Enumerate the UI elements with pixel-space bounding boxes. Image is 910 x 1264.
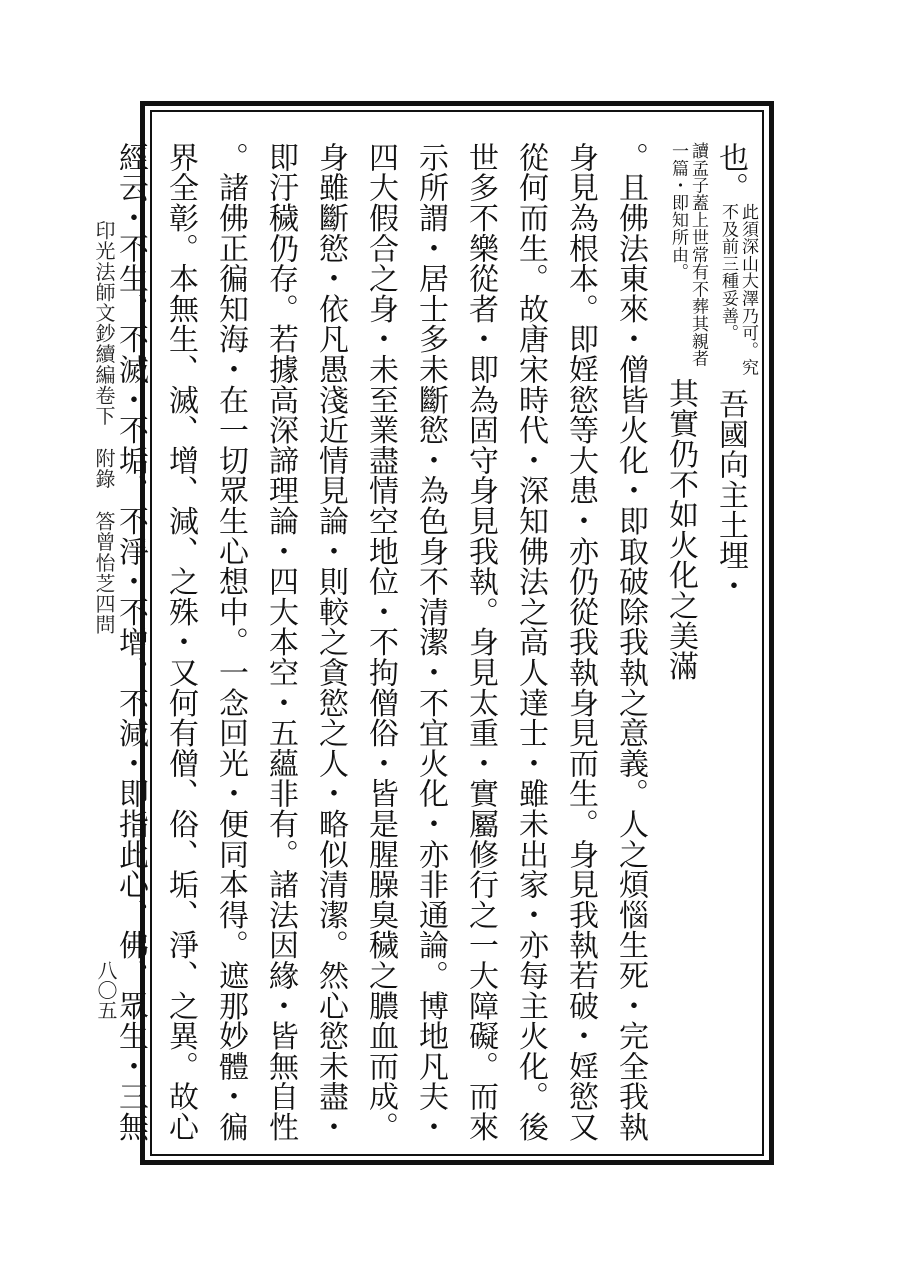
chapter-title: 答曾怡芝四問 — [92, 511, 116, 635]
text-column-7: 示所謂・居士多未斷慾・為色身不清潔・不宜火化・亦非通論。博地凡夫・ — [413, 142, 448, 1142]
body-text — [113, 142, 758, 1142]
annotation-note: 讀孟子蓋上世常有不葬其親者一篇・即知所由。 — [668, 142, 708, 367]
text-column-6: 世多不樂從者・即為固守身見我執。身見太重・實屬修行之一大障礙。而來 — [463, 142, 498, 1142]
section-label: 附錄 — [92, 448, 116, 490]
text-column-12: 界全彰。本無生、滅、增、減、之殊・又何有僧、俗、垢、淨、之異。故心 — [163, 142, 198, 1142]
text-column-9: 身雖斷慾・依凡愚淺近情見論・則較之貪慾之人・略似清潔。然心慾未盡・ — [313, 142, 348, 1142]
text-column-13: 經云・不生、不滅・不垢、不淨・不增、不減・即指此心、佛、眾生・三無 — [113, 142, 148, 1142]
text-column-5: 從何而生。故唐宋時代・深知佛法之高人達士・雖未出家・亦每主火化。後 — [513, 142, 548, 1142]
page-number: 八〇五 — [94, 960, 118, 1020]
text-column-4: 身見為根本。即婬慾等大患・亦仍從我執身見而生。身見我執若破・婬慾又 — [563, 142, 598, 1142]
text-column-1: 也。此須深山大澤乃可。究不及前三種妥善。吾國向主土埋・ — [713, 142, 758, 601]
text-column-3: 。且佛法東來・僧皆火化・即取破除我執之意義。人之煩惱生死・完全我執 — [613, 142, 648, 1142]
text-column-8: 四大假合之身・未至業盡情空地位・不拘僧俗・皆是腥臊臭穢之膿血而成。 — [363, 142, 398, 1142]
text-column-10: 即汙穢仍存。若據高深諦理論・四大本空・五蘊非有。諸法因緣・皆無自性 — [263, 142, 298, 1142]
text-column-11: 。諸佛正徧知海・在一切眾生心想中。一念回光・便同本得。遮那妙體・徧 — [213, 142, 248, 1142]
annotation-note: 此須深山大澤乃可。究不及前三種妥善。 — [718, 202, 758, 376]
text-column-2: 讀孟子蓋上世常有不葬其親者一篇・即知所由。其實仍不如火化之美滿 — [663, 142, 708, 681]
book-title: 印光法師文鈔續編卷下 — [92, 220, 116, 426]
